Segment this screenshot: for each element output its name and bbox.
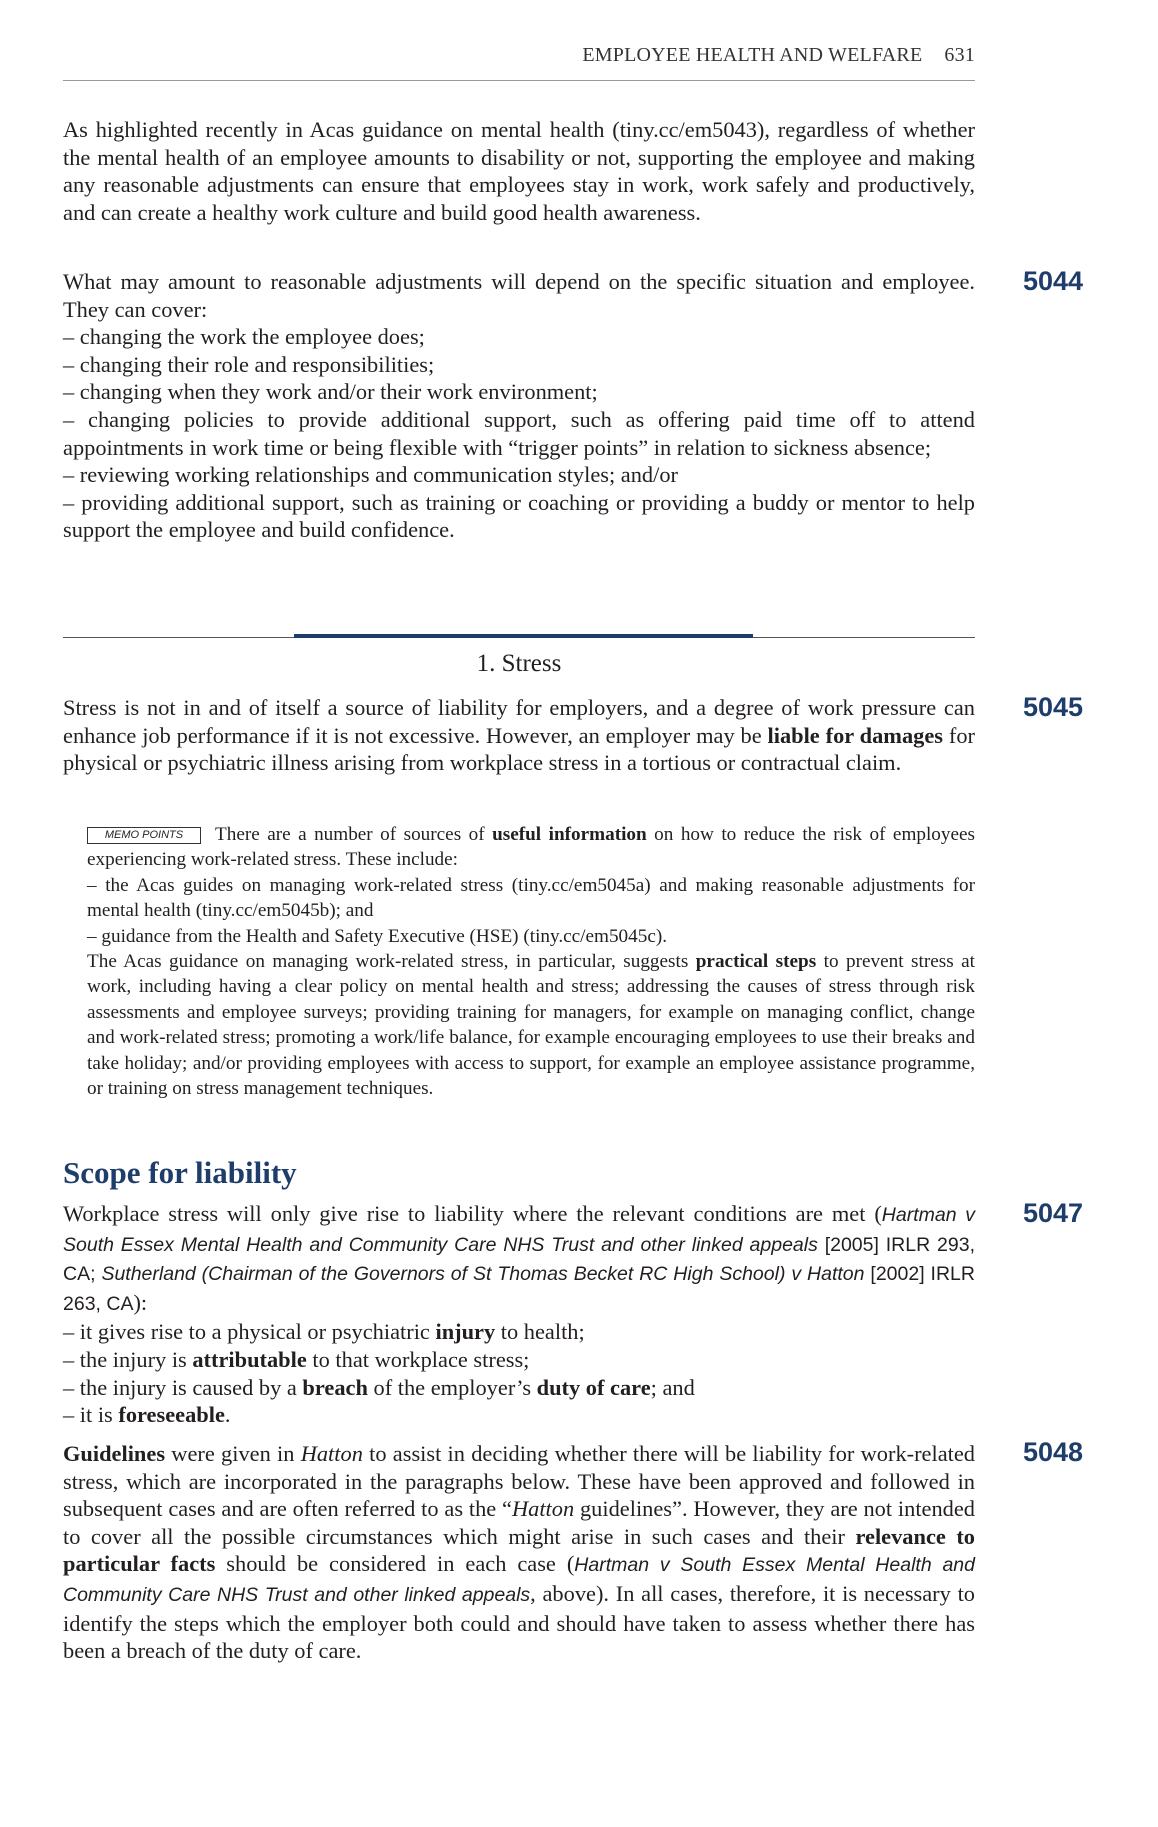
list-item: – changing when they work and/or their work environment; [63, 379, 598, 405]
bold-term: Guidelines [63, 1441, 166, 1466]
bold-term: liable for damages [767, 722, 944, 748]
law-report-citation: [2005] IRLR 293, CA; [63, 1233, 975, 1286]
list-item: – changing the work the employee does; [63, 324, 425, 350]
bold-term: relevance to particular facts [63, 1523, 975, 1577]
list-item: – changing policies to provide additional support, such as offering paid time off to attend appointments in work time or being flexible with “trigger points” in relation to sickness absence; [63, 406, 975, 460]
text-run: on how to reduce the risk of employees experiencing work-related stress. These include: [87, 824, 975, 871]
paragraph-5044-text: What may amount to reasonable adjustments will depend on the specific situation and employee. They can cover: [63, 269, 975, 322]
paragraph-5048: Guidelines were given in Hatton to assist in deciding whether there will be liability for work-related stress, which are incorporated in the paragraphs below. These have been approved and followed in subsequent cases and are often referred to as the “Hatton guidelines”. However, they are not intended to cover all the possible circumstances which might arise in such cases and their relevance to particular facts should be considered in each case (Hartman v South Essex Mental Health and Community Care NHS Trust and other linked appeals, above). In all cases, therefore, it is necessary to identify the steps which the employer both could and should have taken to assess whether there has been a breach of the duty of care. [63, 1441, 976, 1664]
liability-conditions-list [63, 1318, 975, 1428]
text-run: to prevent stress at work, including having a clear policy on mental health and stress; addressing the causes of stress through risk assessments and employee surveys; providing training for managers, for example on managing conflict, change and work-related stress; promoting a work/life balance, for example encouraging employees to use their breaks and take holiday; and/or providing employees with access to support, for example an employee assistance programme, or training on stress management techniques. [87, 951, 975, 1100]
margin-number-5047: 5047 [1023, 1198, 1084, 1228]
text-run: Stress is not in and of itself a source of liability for employers, and a degree of work pressure can enhance job performance if it is not excessive. However, an employer may be [63, 695, 975, 748]
list-item: – guidance from the Health and Safety Executive (HSE) (tiny.cc/em5045c). [87, 925, 668, 947]
heading-scope-for-liability: Scope for liability [63, 1155, 297, 1190]
text-run: ): [133, 1289, 148, 1315]
paragraph-5045 [63, 694, 975, 777]
margin-number-5048: 5048 [1023, 1437, 1084, 1467]
list-item: – the Acas guides on managing work-related stress (tiny.cc/em5045a) and making reasonable adjustments for mental health (tiny.cc/em5045b); and [87, 874, 975, 922]
memo-list [87, 873, 975, 949]
document-page [63, 0, 1098, 1827]
text-run: The Acas guidance on managing work-related stress, in particular, suggests [87, 951, 696, 973]
list-item: – reviewing working relationships and communication styles; and/or [63, 462, 678, 488]
adjustments-list [63, 323, 975, 544]
law-report-citation: [2002] IRLR 263, CA [63, 1263, 975, 1315]
text-run: There are a number of sources of [215, 824, 493, 845]
section-divider-accent [294, 634, 753, 638]
case-citation: Sutherland (Chairman of the Governors of St Thomas Becket RC High School) v Hatton [101, 1263, 865, 1286]
margin-number-5045: 5045 [1023, 692, 1084, 722]
section-divider [63, 637, 975, 638]
list-item: – changing their role and responsibilities; [63, 351, 435, 377]
bold-term: useful information [492, 824, 647, 845]
case-citation: Hartman v South Essex Mental Health and Community Care NHS Trust and other linked appeals [63, 1554, 975, 1606]
running-header [63, 44, 975, 81]
case-name: Hatton [511, 1496, 575, 1522]
bold-term: practical steps [695, 951, 817, 973]
text-run: for physical or psychiatric illness arising from workplace stress in a tortious or contractual claim. [63, 722, 975, 776]
paragraph-5047 [63, 1200, 975, 1429]
list-item: – the injury is attributable to that workplace stress; [63, 1346, 530, 1372]
paragraph-5044 [63, 268, 975, 544]
section-title: 1. Stress [476, 650, 562, 677]
header-title: EMPLOYEE HEALTH AND WELFARE [582, 44, 923, 66]
memo-points-tag: MEMO POINTS [87, 827, 201, 844]
margin-number-5044: 5044 [1023, 266, 1084, 296]
text-run: Workplace stress will only give rise to liability where the relevant conditions are met ( [63, 1201, 882, 1226]
list-item: – the injury is caused by a breach of the employer’s duty of care; and [63, 1374, 695, 1400]
case-citation: Hartman v South Essex Mental Health and Community Care NHS Trust and other linked appeals [63, 1204, 975, 1256]
case-name: Hatton [300, 1441, 363, 1466]
memo-points [87, 822, 975, 1101]
list-item: – providing additional support, such as training or coaching or providing a buddy or mentor to help support the employee and build confidence. [63, 489, 975, 543]
list-item: – it gives rise to a physical or psychiatric injury to health; [63, 1319, 585, 1345]
intro-paragraph: As highlighted recently in Acas guidance on mental health (tiny.cc/em5043), regardless of whether the mental health of an employee amounts to disability or not, supporting the employee and making any reasonable adjustments can ensure that employees stay in work, work safely and productively, and can create a healthy work culture and build good health awareness. [63, 117, 975, 225]
page-number: 631 [944, 44, 975, 66]
list-item: – it is foreseeable. [63, 1402, 231, 1428]
